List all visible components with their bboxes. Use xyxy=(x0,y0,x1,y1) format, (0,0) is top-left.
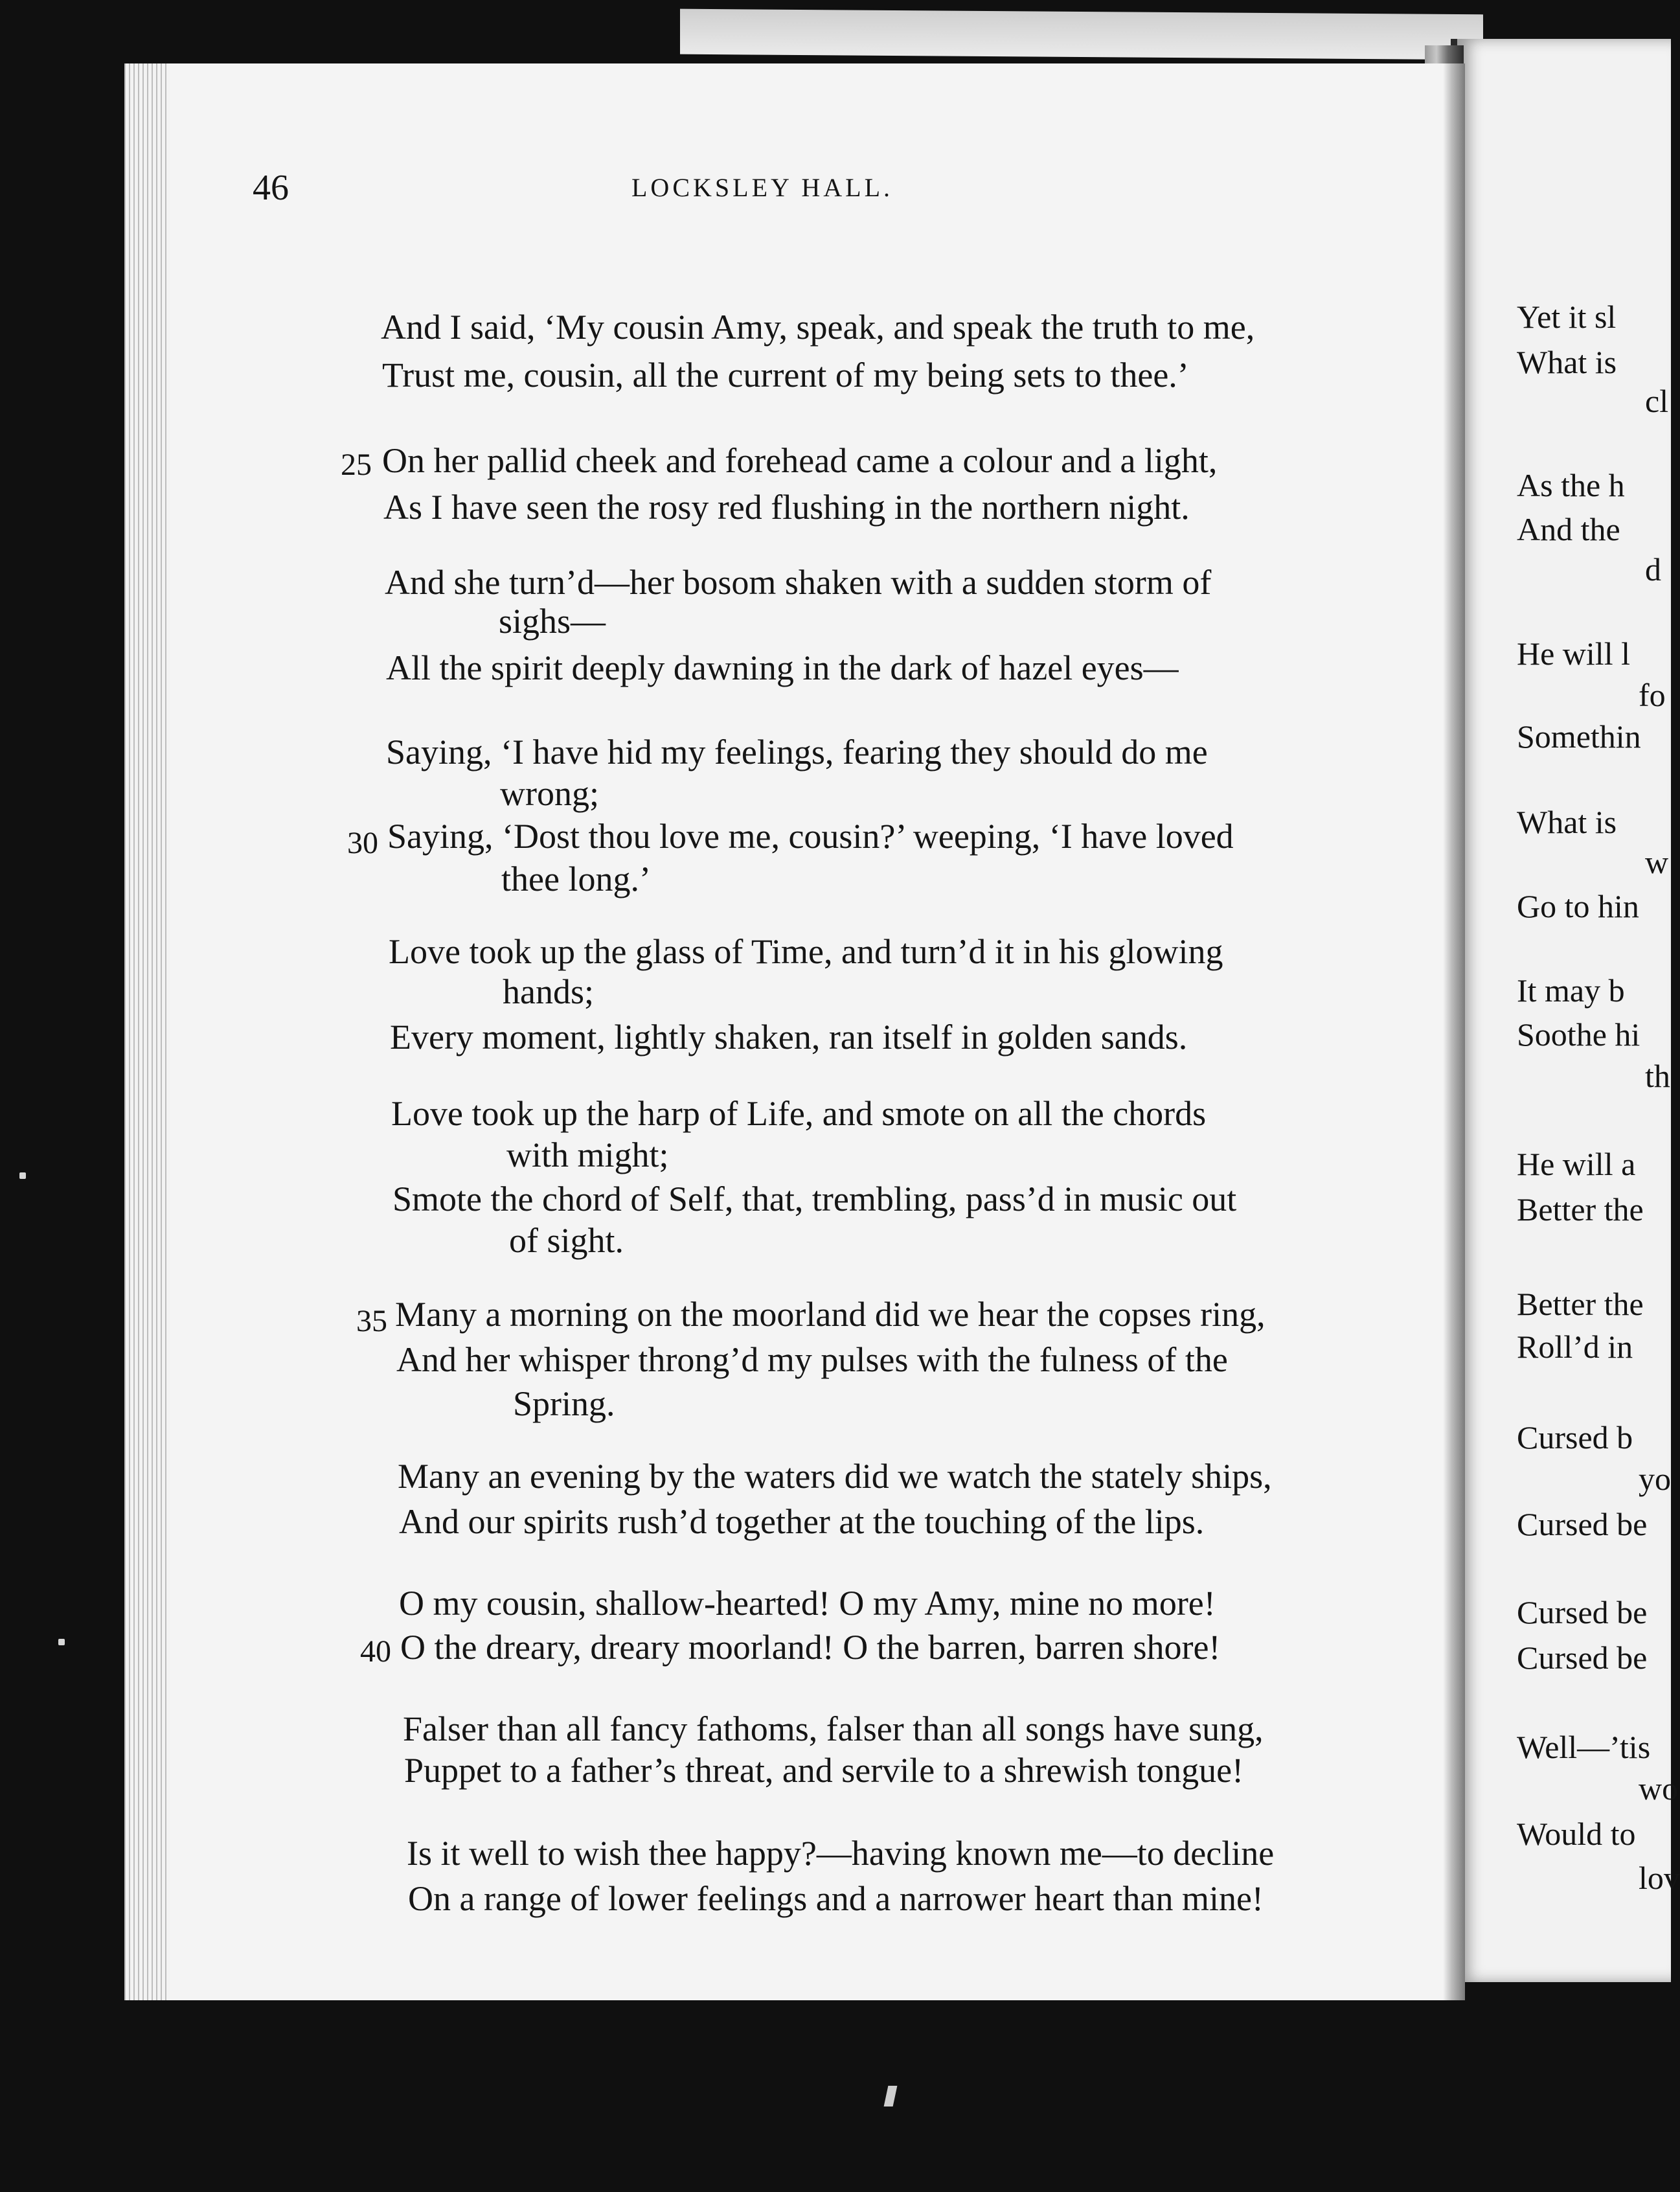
facing-fragment: Roll’d in xyxy=(1517,1329,1633,1365)
facing-fragment: Yet it sl xyxy=(1517,299,1617,335)
facing-fragment: w xyxy=(1645,844,1669,880)
poem-line: O the dreary, dreary moorland! O the barren, barren shore! xyxy=(400,1628,1221,1667)
facing-fragment: Better the xyxy=(1517,1286,1644,1322)
poem-line: Love took up the harp of Life, and smote on all the chords xyxy=(391,1094,1207,1133)
facing-fragment: And the xyxy=(1517,511,1620,547)
poem-line: On her pallid cheek and forehead came a colour and a light, xyxy=(382,441,1218,480)
poem-line: Saying, ‘I have hid my feelings, fearing they should do me xyxy=(386,733,1208,771)
line-number: 30 xyxy=(347,826,378,860)
poem-line: Smote the chord of Self, that, trembling, pass’d in music out xyxy=(392,1180,1237,1218)
poem-line: Every moment, lightly shaken, ran itself in golden sands. xyxy=(390,1018,1188,1056)
facing-fragment: d xyxy=(1645,551,1661,588)
line-number: 40 xyxy=(360,1634,391,1669)
facing-fragment: Go to hin xyxy=(1517,888,1639,924)
dust-speck xyxy=(58,1639,65,1645)
facing-fragment: Better the xyxy=(1517,1191,1644,1227)
facing-book-top-edge xyxy=(680,9,1483,60)
poem-line: On a range of lower feelings and a narrower heart than mine! xyxy=(408,1879,1264,1918)
facing-fragment: As the h xyxy=(1517,467,1625,503)
facing-fragment: He will a xyxy=(1517,1146,1636,1182)
poem-line: Many a morning on the moorland did we hear the copses ring, xyxy=(395,1295,1266,1334)
poem-line: Love took up the glass of Time, and turn’d it in his glowing xyxy=(389,932,1223,971)
facing-fragment: Cursed be xyxy=(1517,1506,1648,1542)
facing-fragment: wo xyxy=(1639,1770,1679,1807)
facing-fragment: fo xyxy=(1639,677,1666,713)
poem-line: O my cousin, shallow-hearted! O my Amy, mine no more! xyxy=(399,1584,1216,1623)
running-head: LOCKSLEY HALL. xyxy=(631,173,894,202)
poem-line: As I have seen the rosy red flushing in the northern night. xyxy=(383,488,1190,527)
facing-fragment: lov xyxy=(1639,1860,1680,1896)
facing-fragment: It may b xyxy=(1517,972,1625,1009)
page-edge-stack xyxy=(124,63,170,2000)
facing-fragment: What is xyxy=(1517,344,1617,380)
facing-fragment: cl xyxy=(1645,383,1669,419)
poem-line: And our spirits rush’d together at the touching of the lips. xyxy=(399,1502,1205,1541)
dust-speck xyxy=(19,1172,26,1179)
poem-line: Trust me, cousin, all the current of my being sets to thee.’ xyxy=(382,356,1189,394)
poem-line: And her whisper throng’d my pulses with the fulness of the xyxy=(396,1340,1228,1379)
facing-fragment: Somethin xyxy=(1517,718,1641,755)
facing-fragment: yo xyxy=(1639,1461,1671,1497)
line-number: 25 xyxy=(341,448,372,482)
poem-line: Falser than all fancy fathoms, falser than all songs have sung, xyxy=(403,1709,1264,1748)
poem-line-continuation: Spring. xyxy=(513,1384,615,1423)
facing-fragment: Soothe hi xyxy=(1517,1016,1640,1053)
poem-line-continuation: hands; xyxy=(503,972,594,1011)
line-number: 35 xyxy=(356,1304,387,1338)
poem-line-continuation: with might; xyxy=(506,1136,669,1174)
poem-line: Is it well to wish thee happy?—having known me—to decline xyxy=(407,1834,1275,1873)
poem-line: Many an evening by the waters did we watch the stately ships, xyxy=(398,1457,1272,1496)
facing-fragment: Cursed be xyxy=(1517,1639,1648,1676)
poem-line-continuation: thee long.’ xyxy=(501,860,651,898)
facing-fragment: Would to xyxy=(1517,1816,1636,1852)
facing-fragment: Cursed be xyxy=(1517,1594,1648,1630)
facing-fragment: th xyxy=(1645,1058,1670,1094)
facing-fragment: Well—’tis xyxy=(1517,1729,1651,1765)
poem-line-continuation: of sight. xyxy=(509,1221,624,1260)
poem-line: Saying, ‘Dost thou love me, cousin?’ weeping, ‘I have loved xyxy=(387,817,1234,856)
poem-line-continuation: wrong; xyxy=(500,774,599,813)
page-fold-shadow xyxy=(1443,63,1465,2000)
poem-line: All the spirit deeply dawning in the dark of hazel eyes— xyxy=(386,648,1179,687)
facing-page xyxy=(1451,39,1680,1982)
page-number: 46 xyxy=(253,168,289,208)
facing-fragment: He will l xyxy=(1517,635,1630,672)
poem-line: Puppet to a father’s threat, and servile to a shrewish tongue! xyxy=(404,1751,1244,1790)
poem-line: And I said, ‘My cousin Amy, speak, and speak the truth to me, xyxy=(381,308,1255,347)
scan-artifact-mark xyxy=(884,2086,898,2106)
facing-fragment: What is xyxy=(1517,804,1617,840)
poem-line: And she turn’d—her bosom shaken with a sudden storm of xyxy=(385,563,1212,602)
poem-line-continuation: sighs— xyxy=(499,602,606,641)
facing-fragment: Cursed b xyxy=(1517,1419,1633,1456)
